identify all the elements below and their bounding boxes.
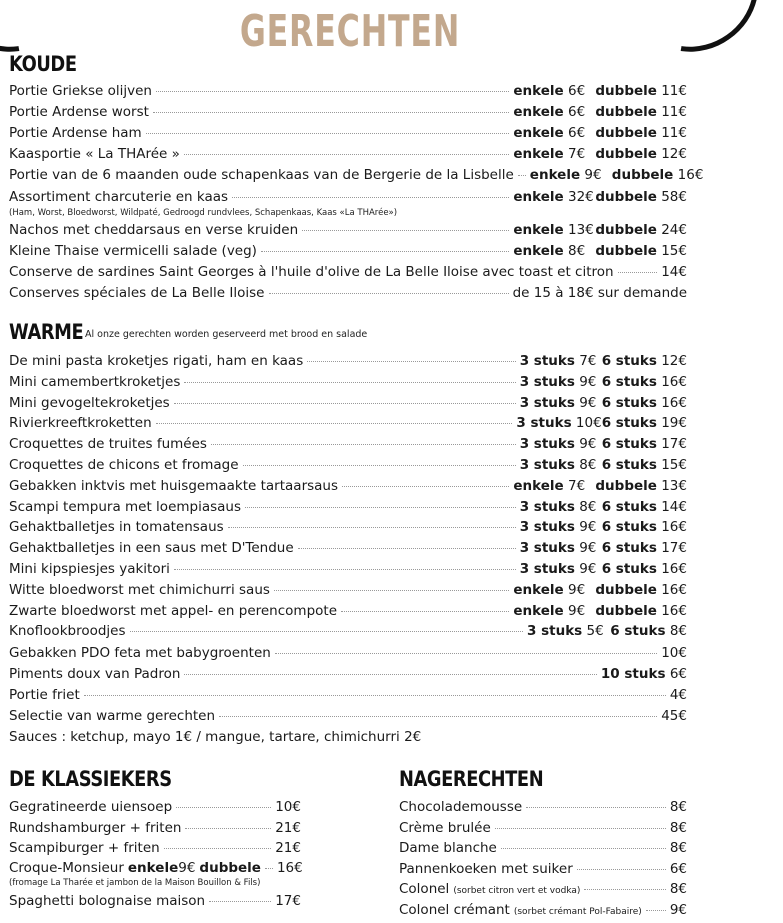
item-name: Chocolademousse <box>399 799 523 815</box>
dot-leader <box>274 590 509 591</box>
item-price <box>275 840 301 856</box>
price-large <box>595 146 687 162</box>
item-price <box>275 893 301 909</box>
price-large <box>595 582 687 598</box>
item-name: Croquettes de chicons et fromage <box>9 457 239 473</box>
koude-item <box>9 83 687 104</box>
price-large <box>595 83 687 99</box>
item-name: Mini kipspiesjes yakitori <box>9 561 170 577</box>
dot-leader <box>275 653 657 654</box>
nagerechten-item <box>399 820 687 841</box>
warme-note: Al onze gerechten worden geserveerd met brood en salade <box>85 329 368 340</box>
item-name: Gehaktballetjes in een saus met D'Tendue <box>9 540 294 557</box>
price-value: 9€ <box>568 581 586 598</box>
portion-label: 3 stuks <box>519 561 575 577</box>
dot-leader <box>176 807 271 808</box>
item-name: Portie Ardense ham <box>9 125 142 141</box>
nagerechten-item <box>399 902 687 923</box>
portion-label: 3 stuks <box>516 415 572 432</box>
item-name: Scampiburger + friten <box>9 840 160 856</box>
item-name: Kaasportie « La THArée » <box>9 146 180 162</box>
koude-item <box>9 243 687 264</box>
croque-note: (fromage La Tharée et jambon de la Maison Bouillon & Fils) <box>9 878 261 888</box>
price-value: 15€ <box>661 243 687 259</box>
portion-label: 6 stuks <box>601 394 657 411</box>
portion-label: dubbele <box>595 83 657 99</box>
price-small <box>513 243 595 259</box>
item-name: Gehaktballetjes in tomatensaus <box>9 519 224 536</box>
price-value: 12€ <box>661 353 687 369</box>
item-name: Colonel crémant <box>399 901 510 918</box>
portion-label: 3 stuks <box>519 457 575 473</box>
portion-label: enkele <box>513 125 564 141</box>
price-small <box>513 603 595 619</box>
klassiekers-item <box>9 820 301 841</box>
price-large <box>595 189 687 205</box>
nagerechten-item <box>399 881 687 902</box>
price-large <box>602 499 687 515</box>
dot-leader <box>184 382 515 383</box>
portion-label: 3 stuks <box>519 436 575 453</box>
portion-label: 10 stuks <box>600 666 666 682</box>
koude-item <box>9 189 687 210</box>
price-small <box>513 125 595 141</box>
warme-item <box>9 499 687 520</box>
item-name: Gebakken PDO feta met babygroenten <box>9 645 271 661</box>
koude-item <box>9 167 704 188</box>
price-large <box>595 603 687 619</box>
dot-leader <box>584 889 665 890</box>
price-value: 13€ <box>568 222 594 238</box>
portion-label: enkele <box>127 860 179 876</box>
price-value: 8€ <box>568 243 586 259</box>
dot-leader <box>185 828 271 829</box>
price-small <box>520 395 602 411</box>
item-name: Rivierkreeftkroketten <box>9 415 152 432</box>
dot-leader <box>130 631 523 632</box>
price-small <box>520 519 602 535</box>
item-note: (sorbet crémant Pol-Fabaire) <box>513 906 642 917</box>
price-small <box>520 457 602 473</box>
item-note: (sorbet citron vert et vodka) <box>453 886 581 896</box>
portion-label: 6 stuks <box>610 623 666 640</box>
dot-leader <box>245 507 516 508</box>
item-name: Knoflookbroodjes <box>9 623 126 640</box>
price-value: 4€ <box>669 687 687 703</box>
price-value: 6€ <box>568 104 586 120</box>
koude-item-sardines <box>9 264 687 285</box>
portion-label: dubbele <box>595 477 657 494</box>
price-value: 19€ <box>661 415 687 432</box>
price-value: 32€ <box>568 189 594 205</box>
dot-leader <box>184 674 596 675</box>
warme-item <box>9 457 687 478</box>
price-value: 10€ <box>661 645 687 661</box>
portion-label: 6 stuks <box>601 353 657 369</box>
price-value: 13€ <box>661 477 687 494</box>
dot-leader <box>265 868 273 869</box>
portion-label: 3 stuks <box>527 623 583 640</box>
price-large <box>612 167 704 183</box>
dot-leader <box>232 197 509 198</box>
item-name: Portie friet <box>9 687 80 703</box>
price-value: 24€ <box>661 222 687 238</box>
dot-leader <box>646 910 666 911</box>
portion-label: 3 stuks <box>519 353 575 369</box>
portion-label: enkele <box>513 581 564 598</box>
nagerechten-item <box>399 799 687 820</box>
item-price <box>661 645 687 661</box>
portion-label: dubbele <box>595 189 657 205</box>
portion-label: dubbele <box>595 104 657 120</box>
price-small <box>520 374 602 390</box>
item-name: Gegratineerde uiensoep <box>9 799 173 815</box>
price-value: 6€ <box>669 666 687 682</box>
price-small <box>513 83 595 99</box>
price-large <box>602 540 687 556</box>
item-name: Portie van de 6 maanden oude schapenkaas van de Bergerie de la Lisbelle <box>9 167 514 183</box>
portion-label: enkele <box>513 104 564 120</box>
dot-leader <box>269 293 509 294</box>
price-large <box>602 457 687 473</box>
portion-label: dubbele <box>611 167 674 183</box>
price-value: 11€ <box>661 125 687 141</box>
price-small <box>520 499 602 515</box>
dot-leader <box>209 901 271 902</box>
price-large <box>602 519 687 535</box>
portion-label: 3 stuks <box>519 519 575 536</box>
portion-label: 6 stuks <box>601 415 657 432</box>
item-price: 8€ <box>669 840 687 856</box>
warme-item <box>9 436 687 457</box>
item-name: Witte bloedworst met chimichurri saus <box>9 581 270 598</box>
item-name: Zwarte bloedworst met appel- en perencompote <box>9 602 338 619</box>
dot-leader <box>84 695 666 696</box>
price-value: 16€ <box>661 373 687 390</box>
item-price <box>661 708 687 724</box>
price-value: 21€ <box>275 819 301 836</box>
dot-leader <box>164 848 272 849</box>
price-large <box>602 395 687 411</box>
nagerechten-item <box>399 861 687 882</box>
price-large <box>609 623 687 639</box>
dot-leader <box>211 444 516 445</box>
price-value: 11€ <box>661 83 687 99</box>
dot-leader <box>341 611 509 612</box>
portion-label: enkele <box>513 146 564 162</box>
item-price: 6€ <box>669 860 687 877</box>
nagerechten-item <box>399 840 687 861</box>
item-name: Mini camembertkroketjes <box>9 373 181 390</box>
item-name: Rundshamburger + friten <box>9 819 182 836</box>
warme-item <box>9 540 687 561</box>
portion-label: dubbele <box>595 602 657 619</box>
klassiekers-item-spaghetti <box>9 893 301 914</box>
dot-leader <box>342 486 509 487</box>
warme-item <box>9 561 687 582</box>
klassiekers-item <box>9 840 301 861</box>
item-name: Nachos met cheddarsaus en verse kruiden <box>9 222 299 238</box>
price-value: 5€ <box>586 623 604 640</box>
item-name: Conserve de sardines Saint Georges à l'huile d'olive de La Belle Iloise avec toast et citron <box>9 264 614 280</box>
section-title-nagerechten: NAGERECHTEN <box>399 767 544 791</box>
price-small <box>513 222 595 238</box>
item-name: Piments doux van Padron <box>9 666 181 682</box>
warme-item <box>9 519 687 540</box>
item-name: Colonel <box>399 881 450 897</box>
price-large <box>595 104 687 120</box>
price-small <box>520 540 602 556</box>
item-name: De mini pasta kroketjes rigati, ham en kaas <box>9 353 304 369</box>
item-price <box>670 687 687 703</box>
portion-label: 3 stuks <box>519 540 575 557</box>
price-value: 9€ <box>584 167 602 183</box>
assortiment-note: (Ham, Worst, Bloedworst, Wildpaté, Gedroogd rundvlees, Schapenkaas, Kaas «La THArée») <box>9 208 398 218</box>
portion-label: 6 stuks <box>601 519 657 536</box>
dot-leader <box>261 251 509 252</box>
item-price: 9€ <box>669 901 687 918</box>
price-small <box>516 415 601 431</box>
price-small <box>520 436 602 452</box>
price-value: 16€ <box>661 394 687 411</box>
koude-item <box>9 125 687 146</box>
section-title-klassiekers: DE KLASSIEKERS <box>9 767 172 791</box>
price-value: 16€ <box>661 602 687 619</box>
dot-leader <box>501 848 666 849</box>
dot-leader <box>228 527 516 528</box>
price-value: 9€ <box>579 519 597 536</box>
warme-item <box>9 374 687 395</box>
item-name: Croque-Monsieur <box>9 860 124 876</box>
item-name: Pannenkoeken met suiker <box>399 860 573 877</box>
dot-leader <box>495 828 666 829</box>
koude-item-conserves <box>9 285 687 306</box>
price-small <box>513 189 595 205</box>
price-value: 9€ <box>579 394 597 411</box>
price-value: 7€ <box>568 477 586 494</box>
portion-label: 6 stuks <box>601 436 657 453</box>
dot-leader <box>577 869 666 870</box>
portion-label: enkele <box>513 83 564 99</box>
price-value: 9€ <box>178 860 196 876</box>
portion-label: 3 stuks <box>519 394 575 411</box>
item-price <box>601 666 687 682</box>
price-value: 10€ <box>275 799 301 815</box>
item-name: Selectie van warme gerechten <box>9 708 216 724</box>
section-title-warme: WARME <box>9 320 84 344</box>
item-name: Gebakken inktvis met huisgemaakte tartaarsaus <box>9 477 339 494</box>
price-value: 21€ <box>275 840 301 856</box>
price-value: 17€ <box>275 893 301 909</box>
warme-item <box>9 395 687 416</box>
price-value: 9€ <box>579 373 597 390</box>
price-small <box>513 478 595 494</box>
dot-leader <box>174 569 516 570</box>
item-name: Mini gevogeltekroketjes <box>9 394 170 411</box>
koude-item <box>9 222 687 243</box>
portion-label: enkele <box>513 602 564 619</box>
item-name: Kleine Thaise vermicelli salade (veg) <box>9 243 257 259</box>
price-value: 10€ <box>575 415 602 432</box>
koude-item <box>9 146 687 167</box>
price-value: 14€ <box>661 264 687 280</box>
price-small <box>513 146 595 162</box>
price-small <box>520 353 602 369</box>
price-value: 16€ <box>677 167 704 183</box>
item-name: Portie Griekse olijven <box>9 83 152 99</box>
portion-label: 3 stuks <box>519 498 575 515</box>
portion-label: enkele <box>529 167 581 183</box>
price-value: 17€ <box>661 540 687 557</box>
item-price: 8€ <box>669 799 687 815</box>
section-title-koude: KOUDE <box>9 52 77 76</box>
price-small <box>513 582 595 598</box>
dot-leader <box>156 423 513 424</box>
item-name: Portie Ardense worst <box>9 104 149 120</box>
portion-label: dubbele <box>199 860 261 876</box>
dot-leader <box>518 175 526 176</box>
warme-item <box>9 623 687 644</box>
price-value: 14€ <box>661 498 687 515</box>
item-name: Dame blanche <box>399 840 497 856</box>
item-name: Conserves spéciales de La Belle Iloise <box>9 285 265 301</box>
decorative-arc-right <box>607 0 782 76</box>
dot-leader <box>156 91 509 92</box>
portion-label: 6 stuks <box>601 561 657 577</box>
price-large <box>595 243 687 259</box>
item-price <box>513 285 687 301</box>
price-value: 15€ <box>661 457 687 473</box>
price-value: 9€ <box>579 561 597 577</box>
price-large <box>602 353 687 369</box>
item-name: Assortiment charcuterie en kaas <box>9 189 229 205</box>
price-value: 6€ <box>568 125 586 141</box>
price-large <box>602 415 687 431</box>
dot-leader <box>302 230 509 231</box>
price-large <box>602 561 687 577</box>
price-small <box>527 623 609 639</box>
portion-label: enkele <box>513 243 564 259</box>
price-large <box>595 222 687 238</box>
portion-label: 6 stuks <box>601 498 657 515</box>
item-price: 8€ <box>669 881 687 897</box>
warme-item-padron <box>9 666 687 687</box>
warme-item-pdo <box>9 645 687 666</box>
portion-label: 3 stuks <box>519 373 575 390</box>
warme-item-selectie <box>9 708 687 729</box>
dot-leader <box>298 548 516 549</box>
sauces-line: Sauces : ketchup, mayo 1€ / mangue, tartare, chimichurri 2€ <box>9 729 422 745</box>
portion-label: dubbele <box>595 581 657 598</box>
item-price: 8€ <box>669 819 687 836</box>
portion-label: enkele <box>513 222 564 238</box>
price-value: 8€ <box>579 457 597 473</box>
warme-item <box>9 478 687 499</box>
price-value: 9€ <box>579 436 597 453</box>
price-value: 8€ <box>669 623 687 640</box>
warme-item <box>9 603 687 624</box>
portion-label: enkele <box>513 189 564 205</box>
warme-item <box>9 353 687 374</box>
dot-leader <box>174 403 516 404</box>
price-value: 9€ <box>579 540 597 557</box>
item-name: Spaghetti bolognaise maison <box>9 893 206 909</box>
price-value: 45€ <box>661 708 687 724</box>
koude-item <box>9 104 687 125</box>
klassiekers-item <box>9 799 301 820</box>
price-value: 16€ <box>661 581 687 598</box>
item-name: Croquettes de truites fumées <box>9 436 207 453</box>
price-value: 6€ <box>568 83 586 99</box>
item-price <box>275 820 301 836</box>
portion-label: dubbele <box>595 125 657 141</box>
portion-label: dubbele <box>595 222 657 238</box>
price-value: 16€ <box>276 860 303 876</box>
price-large <box>602 436 687 452</box>
warme-item <box>9 582 687 603</box>
price-value: 9€ <box>568 602 586 619</box>
price-small <box>513 104 595 120</box>
dot-leader <box>307 361 515 362</box>
item-price <box>661 264 687 280</box>
portion-label: dubbele <box>595 243 657 259</box>
price-small <box>530 167 612 183</box>
dot-leader <box>184 154 509 155</box>
price-large <box>595 125 687 141</box>
price-value: 7€ <box>579 353 597 369</box>
price-value: 12€ <box>661 146 687 162</box>
warme-item <box>9 415 687 436</box>
dot-leader <box>526 807 666 808</box>
price-small <box>520 561 602 577</box>
price-value: 17€ <box>661 436 687 453</box>
price-large <box>602 374 687 390</box>
price-value: 7€ <box>568 146 586 162</box>
item-name: Scampi tempura met loempiasaus <box>9 498 242 515</box>
portion-label: 6 stuks <box>601 540 657 557</box>
item-name: Crème brulée <box>399 819 491 836</box>
price-large <box>595 478 687 494</box>
price-value: 16€ <box>661 519 687 536</box>
page-title: GERECHTEN <box>239 6 461 57</box>
price-value: de 15 à 18€ sur demande <box>512 285 687 301</box>
dot-leader <box>618 272 658 273</box>
price-value: 8€ <box>579 498 597 515</box>
price-value: 16€ <box>661 561 687 577</box>
portion-label: 6 stuks <box>601 457 657 473</box>
portion-label: 6 stuks <box>601 373 657 390</box>
portion-label: enkele <box>513 477 564 494</box>
dot-leader <box>243 465 516 466</box>
price-value: 58€ <box>661 189 687 205</box>
dot-leader <box>219 716 657 717</box>
dot-leader <box>153 112 509 113</box>
warme-item-friet <box>9 687 687 708</box>
item-price <box>275 799 301 815</box>
portion-label: dubbele <box>595 146 657 162</box>
price-value: 11€ <box>661 104 687 120</box>
dot-leader <box>146 133 510 134</box>
